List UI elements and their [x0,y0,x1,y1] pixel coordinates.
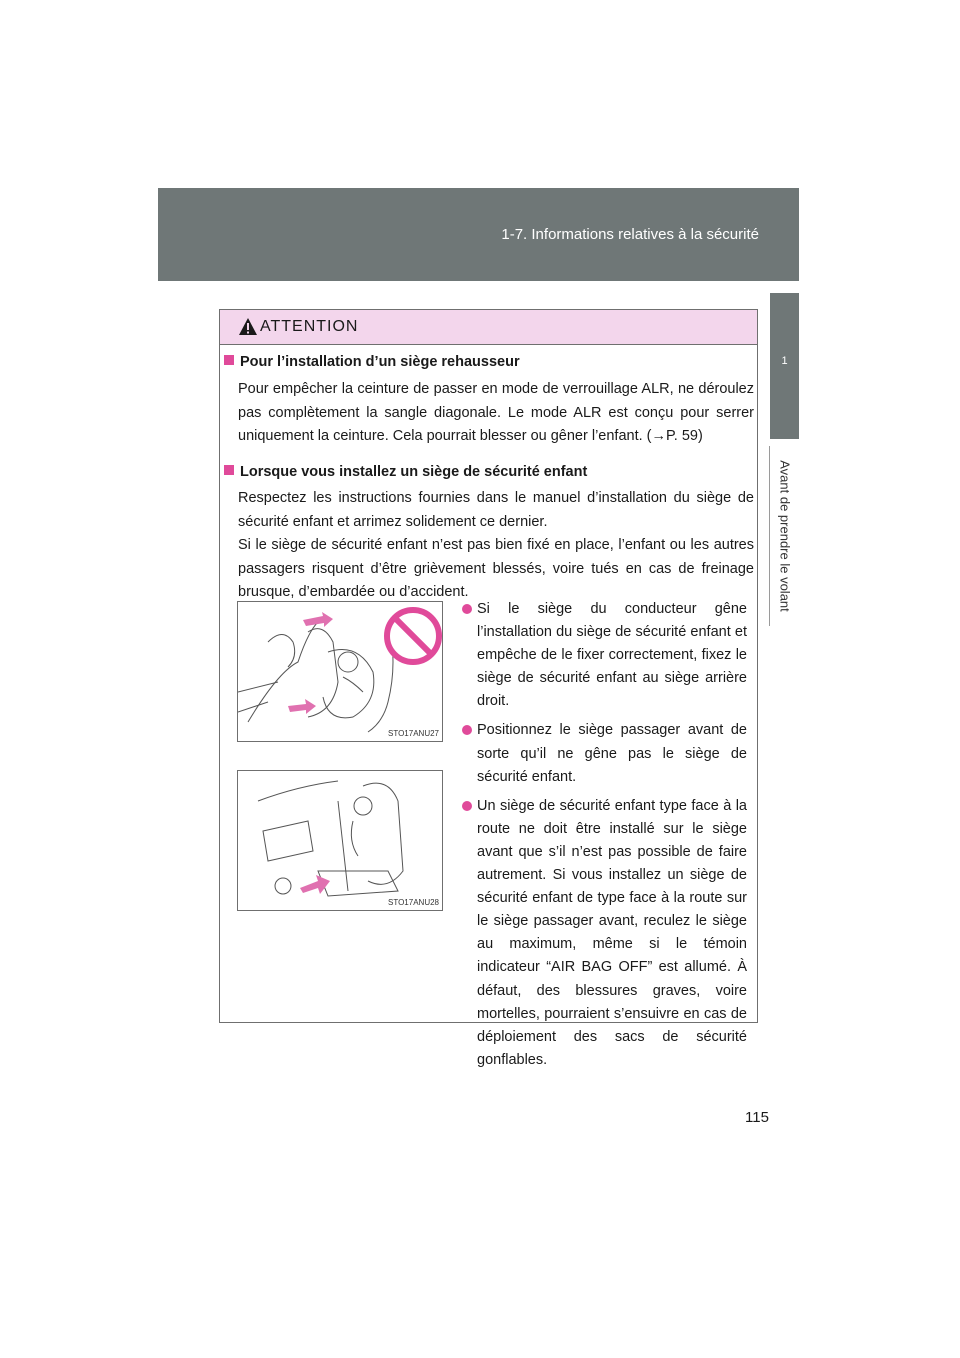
figure-driver-seat [237,601,443,742]
section-heading-text: Lorsque vous installez un siège de sécurité enfant [240,464,588,480]
booster-paragraph: Pour empêcher la ceinture de passer en mode de verrouillage ALR, ne déroulez pas complètement la sangle diagonale. Le mode ALR est conçu pour serrer uniquement la ceinture. Cela pourrait blesser ou gêner l’enfant. (→P. 59) [238,381,754,445]
chapter-label-box [770,446,799,626]
section-heading-booster [224,354,520,370]
section-heading-child-seat [224,464,587,480]
list-item [462,719,747,788]
list-item [462,598,747,713]
warning-header [220,310,757,345]
circle-bullet-icon [462,604,472,614]
square-bullet-icon [224,465,234,475]
figure-front-seat [237,770,443,911]
figure-code: STO17ANU28 [388,898,439,907]
bullet-list [462,598,747,1078]
circle-bullet-icon [462,725,472,735]
section-heading-text: Pour l’installation d’un siège rehausseur [240,354,520,370]
chapter-tab [770,293,799,439]
child-seat-rear-illustration [238,602,442,741]
bullet-text: Un siège de sécurité enfant type face à la route ne doit être installé sur le siège avant que s’il n’est pas possible de faire autrement. Si vous installez un siège de sécurité enfant de type face à la route sur le siège passager avant, reculez le siège au maximum, même si le témoin indicateur “AIR BAG OFF” est allumé. À défaut, des blessures graves, voire mortelles, pourraient s’ensuivre en cas de déploiement des sacs de sécurité gonflables. [477,797,747,1068]
chapter-number: 1 [781,355,788,367]
bullet-text: Positionnez le siège passager avant de sorte qu’il ne gêne pas le siège de sécurité enfant. [477,722,747,785]
section-title: 1-7. Informations relatives à la sécurité [501,226,759,243]
warning-label: ATTENTION [260,318,359,335]
child-seat-paragraph-1: Respectez les instructions fournies dans le manuel d’installation du siège de sécurité enfant et arrimez solidement ce dernier. [238,490,754,530]
circle-bullet-icon [462,801,472,811]
figure-code: STO17ANU27 [388,729,439,738]
child-seat-paragraph-2: Si le siège de sécurité enfant n’est pas bien fixé en place, l’enfant ou les autres passagers risquent d’être grièvement blessés, voire tués en cas de freinage brusque, d’embardée ou d’accident. [238,537,754,601]
chapter-label: Avant de prendre le volant [777,460,792,612]
warning-triangle-icon [238,317,258,336]
child-seat-front-illustration [238,771,442,910]
square-bullet-icon [224,355,234,365]
header-bar [158,188,799,281]
page-number: 115 [745,1109,769,1126]
warning-box [219,309,758,1068]
list-item [462,795,747,1072]
bullet-text: Si le siège du conducteur gêne l’installation du siège de sécurité enfant et empêche de le fixer correctement, fixez le siège de sécurité enfant au siège arrière droit. [477,601,747,710]
